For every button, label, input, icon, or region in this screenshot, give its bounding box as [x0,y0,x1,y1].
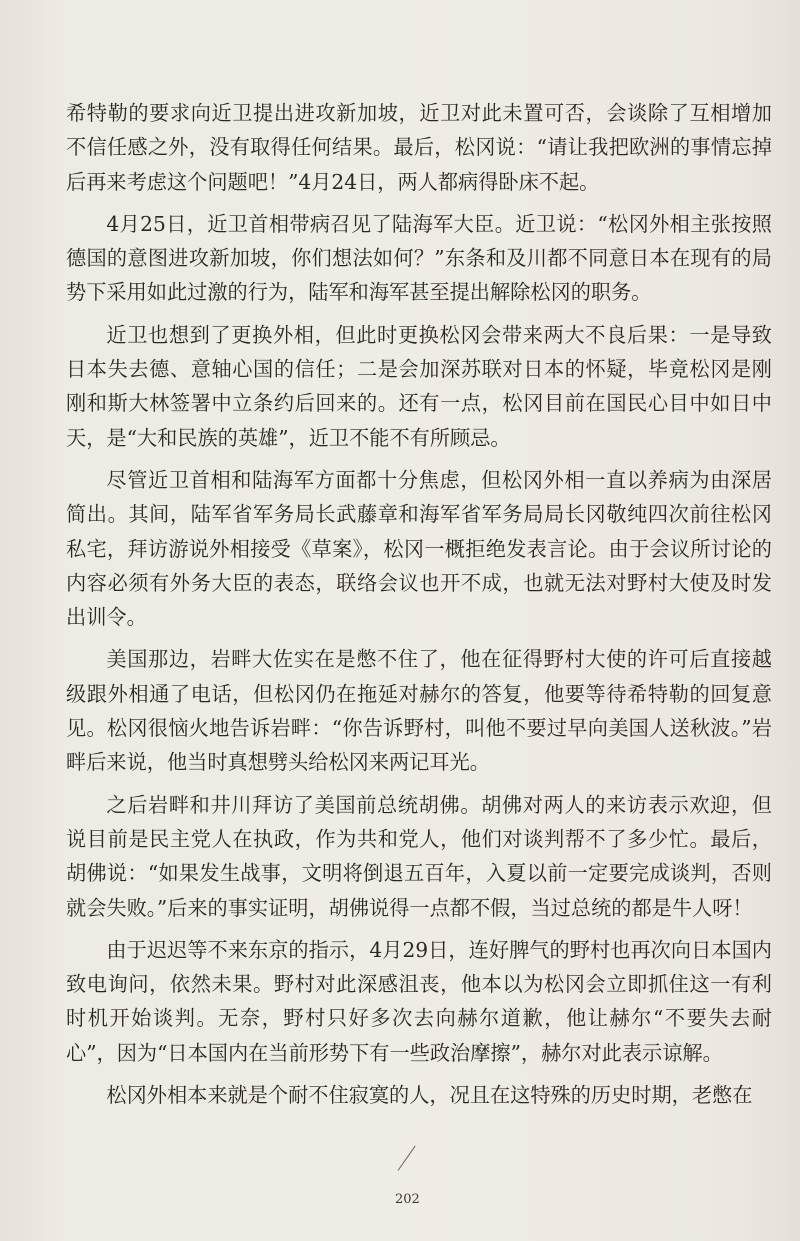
paragraph: 由于迟迟等不来东京的指示，4月29日，连好脾气的野村也再次向日本国内致电询问，依然未果。野村对此深感沮丧，他本以为松冈会立即抓住这一有利时机开始谈判。无奈，野村只好多次去向赫尔道歉，他让赫尔“不要失去耐心”，因为“日本国内在当前形势下有一些政治摩擦”，赫尔对此表示谅解。 [66,937,772,1065]
paragraph: 尽管近卫首相和陆海军方面都十分焦虑，但松冈外相一直以养病为由深居简出。其间，陆军省军务局长武藤章和海军省军务局局长冈敬纯四次前往松冈私宅，拜访游说外相接受《草案》，松冈一概拒绝发表言论。由于会议所讨论的内容必须有外务大臣的表态，联络会议也开不成，也就无法对野村大使及时发出训令。 [66,467,772,630]
paragraph: 希特勒的要求向近卫提出进攻新加坡，近卫对此未置可否，会谈除了互相增加不信任感之外，没有取得任何结果。最后，松冈说：“请让我把欧洲的事情忘掉后再来考虑这个问题吧！”4月24日，两人都病得卧床不起。 [66,101,772,194]
paragraph: 4月25日，近卫首相带病召见了陆海军大臣。近卫说：“松冈外相主张按照德国的意图进攻新加坡，你们想法如何？”东条和及川都不同意日本在现有的局势下采用如此过激的行为，陆军和海军甚至提出解除松冈的职务。 [66,211,772,305]
paragraph: 美国那边，岩畔大佐实在是憋不住了，他在征得野村大使的许可后直接越级跟外相通了电话，但松冈仍在拖延对赫尔的答复，他要等待希特勒的回复意见。松冈很恼火地告诉岩畔：“你告诉野村，叫他不要过早向美国人送秋波。”岩畔后来说，他当时真想劈头给松冈来两记耳光。 [66,647,772,775]
page-number: 202 [395,1192,420,1207]
paragraph: 松冈外相本来就是个耐不住寂寞的人，况且在这特殊的历史时期，老憋在 [106,1083,753,1108]
body-text [66,96,772,1112]
page-number-slash [398,1146,416,1171]
paragraph: 之后岩畔和井川拜访了美国前总统胡佛。胡佛对两人的来访表示欢迎，但说目前是民主党人在执政，作为共和党人，他们对谈判帮不了多少忙。最后，胡佛说：“如果发生战事，文明将倒退五百年，入夏以前一定要完成谈判，否则就会失败。”后来的事实证明，胡佛说得一点都不假，当过总统的都是牛人呀！ [66,792,772,920]
paragraph: 近卫也想到了更换外相，但此时更换松冈会带来两大不良后果：一是导致日本失去德、意轴心国的信任；二是会加深苏联对日本的怀疑，毕竟松冈是刚刚和斯大林签署中立条约后回来的。还有一点，松冈目前在国民心目中如日中天，是“大和民族的英雄”，近卫不能不有所顾忌。 [66,322,772,450]
